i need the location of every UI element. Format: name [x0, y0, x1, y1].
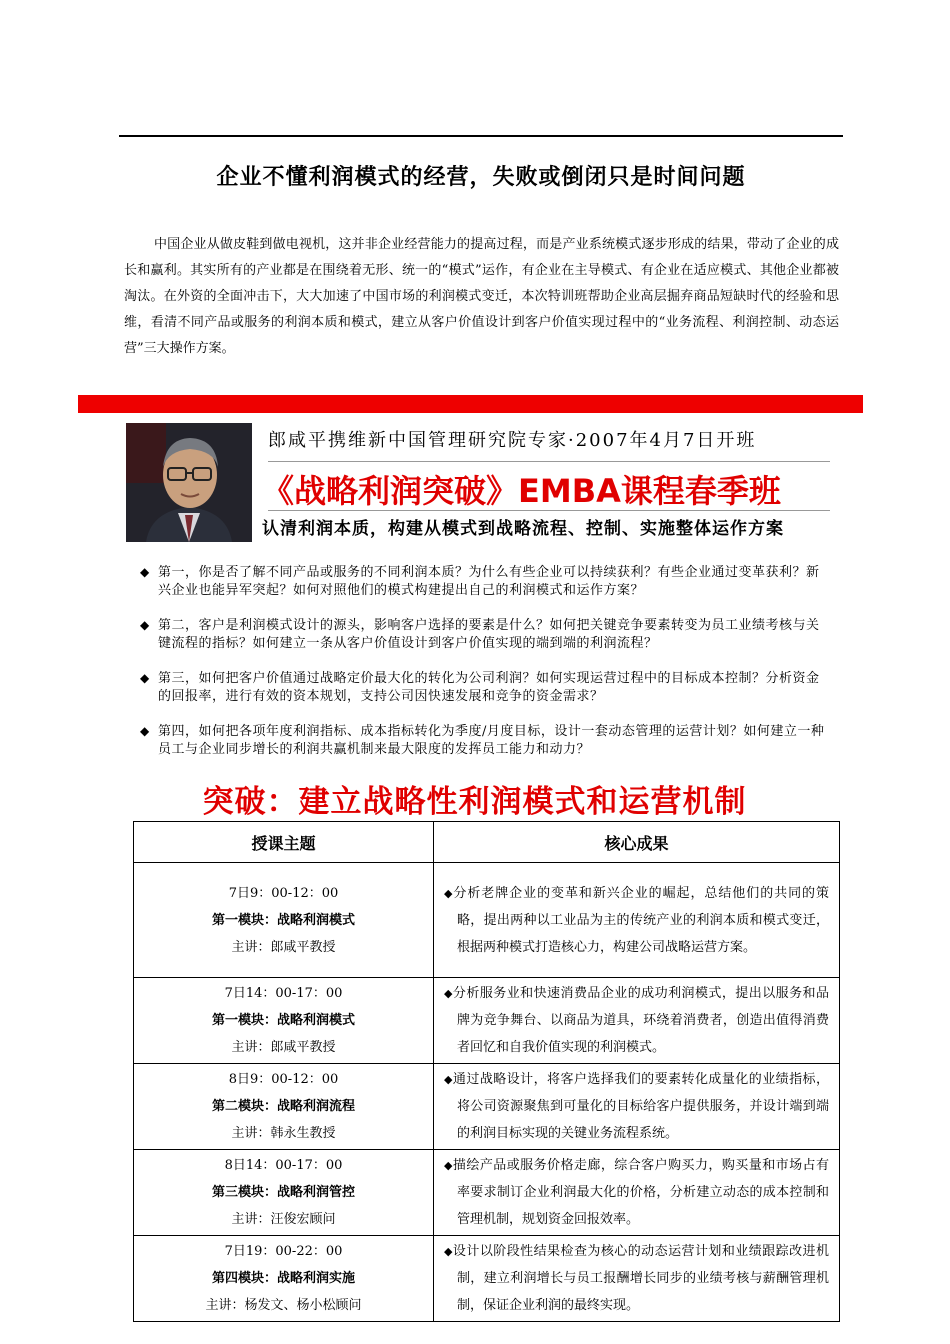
diamond-bullet-icon: ◆ [444, 1159, 453, 1172]
outcome-cell [434, 1236, 840, 1322]
column-header-outcome: 核心成果 [434, 822, 840, 863]
question-item [140, 669, 830, 706]
diamond-bullet-icon: ◆ [444, 1245, 453, 1258]
table-row [134, 978, 840, 1064]
table-row [134, 863, 840, 978]
page-headline: 企业不懂利润模式的经营，失败或倒闭只是时间问题 [216, 165, 746, 190]
outcome-cell [434, 863, 840, 978]
question-text: 第四，如何把各项年度利润指标、成本指标转化为季度/月度目标，设计一套动态管理的运营计划？如何建立一种员工与企业同步增长的利润共赢机制来最大限度的发挥员工能力和动力？ [158, 724, 825, 757]
session-speaker: 主讲：韩永生教授 [231, 1126, 336, 1141]
diamond-bullet-icon: ◆ [140, 671, 150, 685]
top-rule [119, 135, 843, 137]
question-text: 第一，你是否了解不同产品或服务的不同利润本质？为什么有些企业可以持续获利？有些企业通过变革获利？新兴企业也能异军突起？如何对照他们的模式构建提出自己的利润模式和运作方案？ [158, 565, 820, 598]
outcome-cell [434, 978, 840, 1064]
outcome-text: 设计以阶段性结果检查为核心的动态运营计划和业绩跟踪改进机制，建立利润增长与员工报酬增长同步的业绩考核与薪酬管理机制，保证企业利润的最终实现。 [452, 1244, 829, 1313]
question-item [140, 616, 830, 653]
session-cell [134, 1236, 434, 1322]
session-cell [134, 863, 434, 978]
diamond-bullet-icon: ◆ [444, 1073, 453, 1086]
outcome-text: 分析服务业和快速消费品企业的成功利润模式，提出以服务和品牌为竞争舞台、以商品为道具，环绕着消费者，创造出值得消费者回忆和自我价值实现的利润模式。 [452, 986, 829, 1055]
speaker-photo [126, 423, 252, 542]
red-divider-band [78, 395, 863, 413]
intro-paragraph: 中国企业从做皮鞋到做电视机，这并非企业经营能力的提高过程，而是产业系统模式逐步形成的结果，带动了企业的成长和赢利。其实所有的产业都是在围绕着无形、统一的“模式”运作，有企业在主导模式、有企业在适应模式、其他企业都被淘汰。在外资的全面冲击下，大大加速了中国市场的利润模式变迁，本次特训班帮助企业高层掘弃商品短缺时代的经验和思维，看清不同产品或服务的利润本质和模式，建立从客户价值设计到客户价值实现过程中的“业务流程、利润控制、动态运营”三大操作方案。 [124, 237, 839, 356]
diamond-bullet-icon: ◆ [140, 565, 150, 579]
course-title: 《战略利润突破》EMBA课程春季班 [262, 472, 781, 510]
session-cell [134, 1150, 434, 1236]
diamond-bullet-icon: ◆ [140, 618, 150, 632]
diamond-bullet-icon: ◆ [444, 987, 453, 1000]
banner-rule-bottom [268, 510, 830, 511]
session-time: 7日9：00-12：00 [228, 885, 339, 901]
outcome-text: 通过战略设计，将客户选择我们的要素转化成量化的业绩指标，将公司资源聚焦到可量化的目标给客户提供服务，并设计端到端的利润目标实现的关键业务流程系统。 [452, 1072, 829, 1141]
session-time: 7日14：00-17：00 [224, 986, 343, 1001]
session-time: 8日9：00-12：00 [228, 1072, 339, 1087]
session-module: 第一模块：战略利润模式 [211, 912, 355, 928]
question-text: 第三，如何把客户价值通过战略定价最大化的转化为公司利润？如何实现运营过程中的目标成本控制？分析资金的回报率，进行有效的资本规划，支持公司因快速发展和竞争的资金需求？ [158, 671, 820, 704]
outcome-cell [434, 1064, 840, 1150]
table-header-row [134, 822, 840, 863]
session-cell [134, 978, 434, 1064]
session-speaker: 主讲：杨发文、杨小松顾问 [205, 1298, 362, 1313]
session-module: 第一模块：战略利润模式 [211, 1013, 355, 1028]
outcome-text: 描绘产品或服务价格走廊，综合客户购买力，购买量和市场占有率要求制订企业利润最大化的价格，分析建立动态的成本控制和管理机制，规划资金回报效率。 [452, 1158, 829, 1227]
schedule-table [133, 821, 840, 1322]
column-header-topic: 授课主题 [134, 822, 434, 863]
banner-rule-top [268, 461, 830, 462]
course-tagline: 认清利润本质，构建从模式到战略流程、控制、实施整体运作方案 [262, 519, 784, 539]
section-title: 突破：建立战略性利润模式和运营机制 [202, 784, 747, 820]
session-module: 第三模块：战略利润管控 [211, 1185, 355, 1200]
question-text: 第二，客户是利润模式设计的源头，影响客户选择的要素是什么？如何把关键竞争要素转变为员工业绩考核与关键流程的指标？如何建立一条从客户价值设计到客户价值实现的端到端的利润流程？ [158, 618, 820, 651]
session-speaker: 主讲：郎咸平教授 [231, 939, 336, 955]
session-module: 第四模块：战略利润实施 [211, 1271, 355, 1286]
banner-subtitle: 郎咸平携维新中国管理研究院专家·2007年4月7日开班 [268, 430, 757, 451]
outcome-text: 分析老牌企业的变革和新兴企业的崛起，总结他们的共同的策略，提出两种以工业品为主的传统产业的利润本质和模式变迁，根据两种模式打造核心力，构建公司战略运营方案。 [453, 885, 829, 955]
question-item [140, 563, 830, 600]
outcome-cell [434, 1150, 840, 1236]
table-row [134, 1150, 840, 1236]
session-speaker: 主讲：郎咸平教授 [231, 1040, 336, 1055]
question-item [140, 722, 830, 759]
session-speaker: 主讲：汪俊宏顾问 [231, 1212, 336, 1227]
session-cell [134, 1064, 434, 1150]
session-time: 7日19：00-22：00 [224, 1244, 343, 1259]
table-row [134, 1236, 840, 1322]
diamond-bullet-icon: ◆ [444, 886, 454, 900]
session-time: 8日14：00-17：00 [224, 1158, 343, 1173]
table-row [134, 1064, 840, 1150]
diamond-bullet-icon: ◆ [140, 724, 150, 738]
question-list [140, 563, 830, 775]
session-module: 第二模块：战略利润流程 [211, 1099, 355, 1114]
